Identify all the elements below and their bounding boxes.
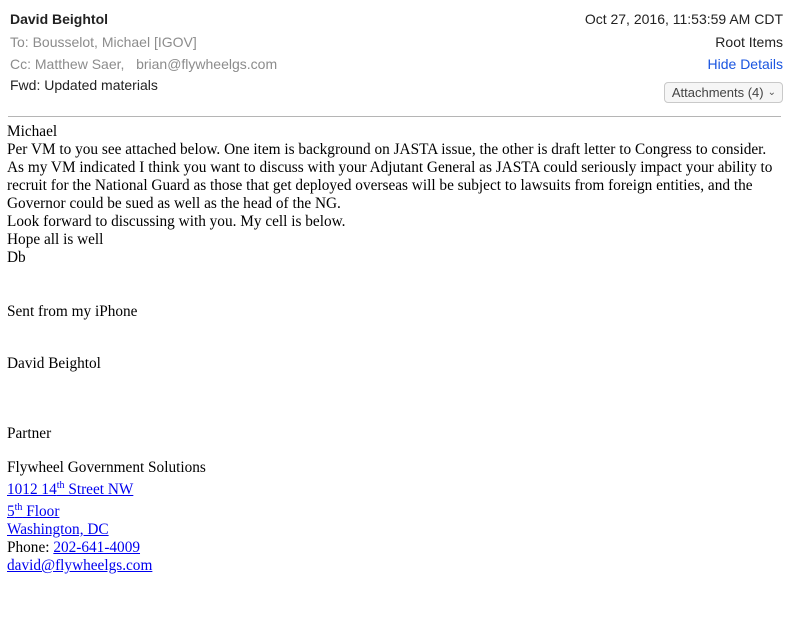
body-paragraph-2: As my VM indicated I think you want to discuss with your Adjutant General as JASTA could seriously impact your ability to recruit for the National Guard as those that get deployed overseas will be subject to lawsuits from foreign entities, and the Governor could be sued as well as the head of the NG. xyxy=(7,159,773,212)
greeting: Michael xyxy=(7,123,58,140)
address-link-1[interactable]: 1012 14th Street NW xyxy=(7,479,134,498)
sender-name: David Beightol xyxy=(10,11,109,27)
cc-label: Cc: xyxy=(10,56,31,72)
body-paragraph-4: Hope all is well xyxy=(7,231,104,248)
to-label: To: xyxy=(10,34,29,50)
cc-recipient-1[interactable]: Matthew Saer, xyxy=(34,56,125,72)
to-recipient[interactable]: Bousselot, Michael [IGOV] xyxy=(32,34,197,50)
email-link[interactable]: david@flywheelgs.com xyxy=(7,557,153,574)
to-line xyxy=(10,34,197,50)
chevron-down-icon: ⌄ xyxy=(767,87,776,98)
hide-details-link[interactable]: Hide Details xyxy=(707,56,783,72)
cc-recipient-2[interactable]: brian@flywheelgs.com xyxy=(136,56,278,72)
city-line xyxy=(7,521,777,539)
signature-name: David Beightol xyxy=(7,355,101,372)
signature-title: Partner xyxy=(7,425,52,442)
header-divider xyxy=(8,116,781,117)
subject: Fwd: Updated materials xyxy=(10,77,158,93)
cc-line xyxy=(10,56,277,72)
phone-link[interactable]: 202-641-4009 xyxy=(53,539,141,556)
address-link-2[interactable]: 5th Floor xyxy=(7,501,60,520)
attachments-button[interactable] xyxy=(664,82,783,103)
sent-from: Sent from my iPhone xyxy=(7,303,138,320)
signature-company: Flywheel Government Solutions xyxy=(7,459,206,476)
body-paragraph-1: Per VM to you see attached below. One item is background on JASTA issue, the other is draft letter to Congress to consider. xyxy=(7,141,767,158)
phone-line xyxy=(7,539,777,557)
date-sent: Oct 27, 2016, 11:53:59 AM CDT xyxy=(584,11,783,27)
body-paragraph-3: Look forward to discussing with you. My cell is below. xyxy=(7,213,346,230)
email-line xyxy=(7,557,777,575)
folder-name: Root Items xyxy=(715,34,783,50)
address-line-2 xyxy=(7,503,777,521)
attachments-label: Attachments (4) xyxy=(671,85,764,100)
initials: Db xyxy=(7,249,26,266)
phone-label: Phone: xyxy=(7,539,54,556)
address-line-1 xyxy=(7,481,777,499)
message-body xyxy=(7,123,777,575)
city-link[interactable]: Washington, DC xyxy=(7,521,109,538)
